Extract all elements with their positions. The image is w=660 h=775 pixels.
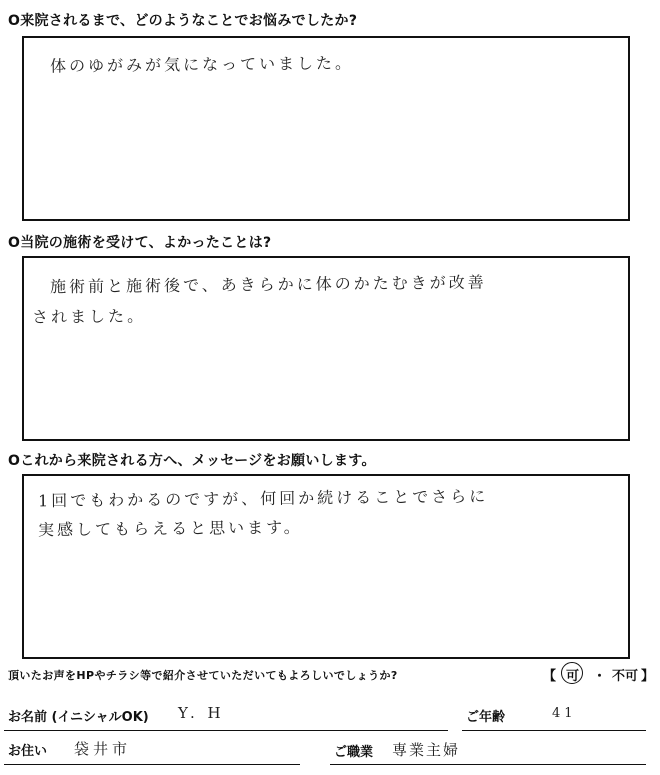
option-no[interactable]: 不可	[612, 669, 639, 684]
option-yes[interactable]: 可	[566, 669, 580, 684]
bracket-close: 】	[641, 669, 655, 684]
age-value[interactable]: 41	[552, 706, 577, 721]
answer-3-line-2: 実感してもらえると思います。	[37, 517, 303, 540]
question-3-title: Oこれから来院される方へ、メッセージをお願いします。	[8, 453, 376, 469]
address-label: お住い	[8, 744, 48, 759]
answer-3-line-1: 1回でもわかるのですが、何回か続けることでさらに	[37, 486, 489, 511]
option-separator: ・	[593, 669, 607, 684]
bracket-open: 【	[543, 669, 557, 684]
age-underline	[462, 730, 646, 731]
question-1-title: O来院されるまで、どのようなことでお悩みでしたか?	[8, 13, 358, 29]
answer-2-line-2: されました。	[31, 306, 147, 327]
permission-question: 頂いたお声をHPやチラシ等で紹介させていただいてもよろしいでしょうか?	[8, 669, 398, 682]
answer-box-1	[22, 36, 630, 221]
address-value[interactable]: 袋井市	[74, 740, 132, 758]
name-label: お名前 (イニシャルOK)	[8, 710, 149, 725]
job-value[interactable]: 専業主婦	[392, 741, 461, 759]
answer-box-2	[22, 256, 630, 441]
address-underline	[4, 764, 300, 765]
name-underline	[4, 730, 448, 731]
question-2-title: O当院の施術を受けて、よかったことは?	[8, 235, 272, 251]
name-value[interactable]: Y. H	[178, 704, 225, 722]
job-label: ご職業	[334, 745, 374, 760]
answer-box-3	[22, 474, 630, 659]
age-label: ご年齢	[466, 710, 506, 725]
answer-2-line-1: 施術前と施術後で、あきらかに体のかたむきが改善	[49, 272, 487, 297]
job-underline	[330, 764, 646, 765]
answer-1-line-1: 体のゆがみが気になっていました。	[49, 53, 355, 76]
